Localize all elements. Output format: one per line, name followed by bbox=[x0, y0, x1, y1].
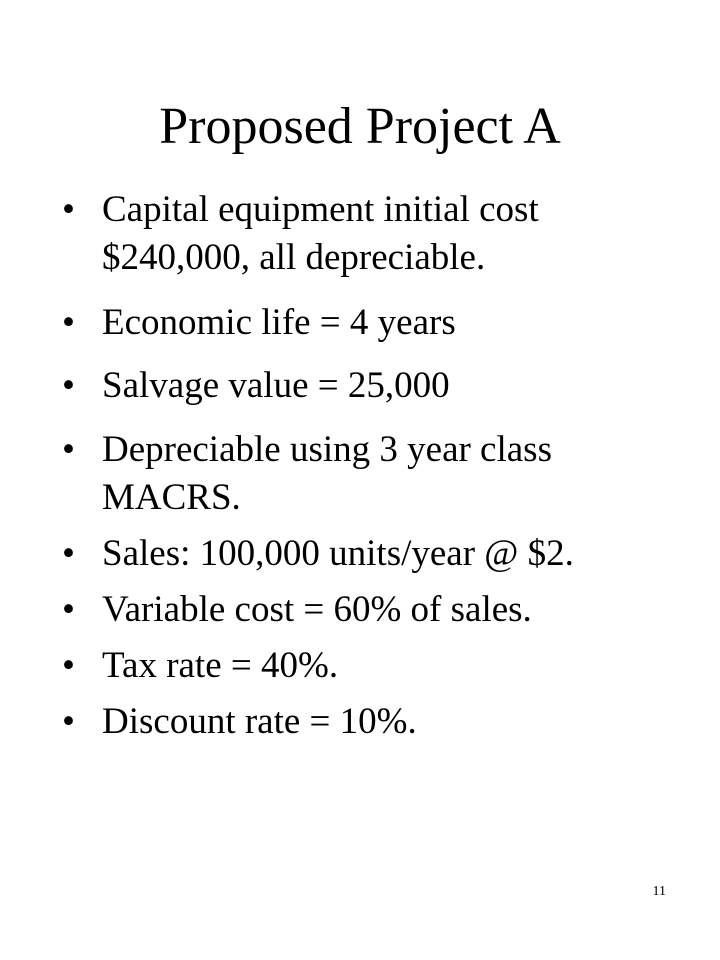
bullet-text: Economic life = 4 years bbox=[102, 302, 456, 343]
bullet-icon: • bbox=[62, 189, 75, 230]
bullet-item bbox=[62, 698, 692, 746]
bullet-item bbox=[62, 530, 692, 578]
bullet-text: Sales: 100,000 units/year @ $2. bbox=[102, 533, 574, 574]
bullet-item bbox=[62, 362, 692, 410]
bullet-text: Variable cost = 60% of sales. bbox=[102, 589, 532, 630]
bullet-item bbox=[62, 642, 692, 690]
page-number: 11 bbox=[652, 884, 666, 899]
bullet-text: Tax rate = 40%. bbox=[102, 645, 339, 686]
bullet-icon: • bbox=[62, 365, 75, 406]
bullet-icon: • bbox=[62, 429, 75, 470]
bullet-text: Capital equipment initial cost $240,000, all depreciable. bbox=[102, 189, 539, 278]
bullet-item bbox=[62, 426, 692, 522]
bullet-text: Depreciable using 3 year class MACRS. bbox=[102, 429, 552, 518]
bullet-text: Salvage value = 25,000 bbox=[102, 365, 450, 406]
bullet-icon: • bbox=[62, 645, 75, 686]
bullet-text: Discount rate = 10%. bbox=[102, 701, 417, 742]
bullet-item bbox=[62, 586, 692, 634]
bullet-list bbox=[62, 186, 692, 746]
bullet-icon: • bbox=[62, 533, 75, 574]
slide-title: Proposed Project A bbox=[159, 98, 561, 155]
bullet-icon: • bbox=[62, 302, 75, 343]
bullet-icon: • bbox=[62, 589, 75, 630]
bullet-icon: • bbox=[62, 701, 75, 742]
bullet-item bbox=[62, 299, 692, 347]
bullet-item bbox=[62, 186, 692, 282]
